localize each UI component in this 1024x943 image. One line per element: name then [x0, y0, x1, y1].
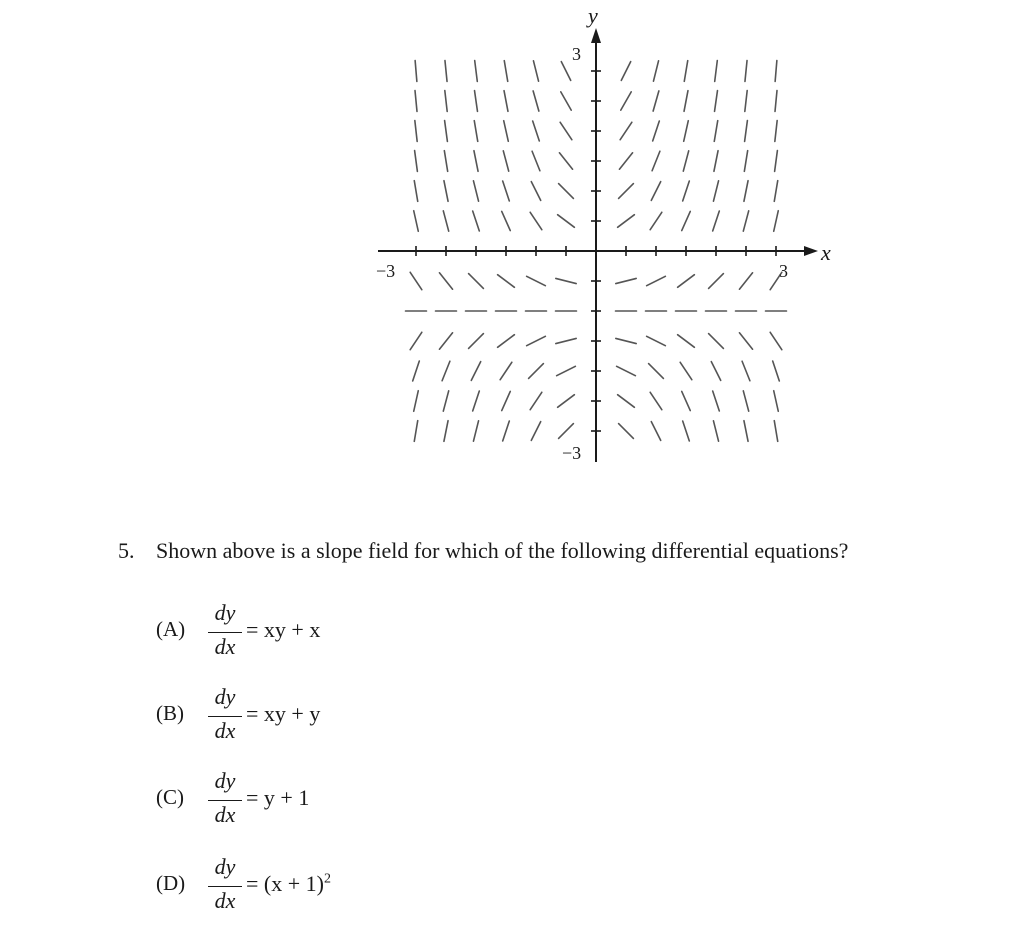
slope-segment: [618, 215, 635, 228]
choice-rhs: [246, 701, 320, 727]
slope-segment: [619, 424, 634, 439]
slope-segment: [413, 361, 420, 381]
slope-segment: [473, 211, 480, 231]
x-axis-label: x: [821, 240, 831, 265]
slope-segment: [650, 392, 662, 409]
slope-segment: [439, 273, 452, 289]
slope-segment: [651, 182, 660, 201]
slope-segment: [680, 362, 692, 379]
slope-segment: [410, 272, 422, 289]
slope-segment: [442, 361, 450, 381]
slope-segment: [774, 181, 777, 202]
slope-segment: [739, 273, 752, 289]
y-min-tick-label: −3: [562, 443, 582, 463]
slope-segment: [770, 332, 782, 349]
slope-segment: [474, 121, 477, 142]
slope-segment: [557, 366, 576, 375]
slope-segment: [647, 276, 666, 285]
slope-segment: [715, 61, 718, 82]
slope-segment: [653, 61, 658, 81]
slope-segment: [617, 366, 636, 375]
slope-segment: [713, 421, 718, 441]
slope-segment: [414, 421, 417, 442]
slope-segment: [775, 151, 778, 172]
slope-segment: [683, 151, 688, 171]
slope-segment: [619, 184, 634, 199]
slope-segment: [475, 91, 478, 112]
slope-segment: [649, 364, 664, 379]
fraction-denominator: dx: [214, 802, 236, 827]
choice-rhs-text: = xy + x: [246, 617, 321, 642]
choice-rhs: [246, 617, 320, 643]
slope-segment: [414, 181, 417, 202]
slope-segment: [711, 362, 720, 381]
slope-segment: [775, 91, 777, 112]
slope-segment: [504, 61, 507, 82]
choice-rhs-text: = xy + y: [246, 701, 321, 726]
choice-rhs: [246, 785, 309, 811]
slope-segment: [684, 91, 688, 112]
slope-segment: [616, 338, 636, 343]
slope-segment: [619, 153, 632, 169]
slope-segment: [556, 278, 576, 283]
fraction-denominator: dx: [214, 634, 236, 659]
slope-segment: [682, 211, 691, 230]
slope-segment: [444, 181, 448, 202]
slope-segment: [678, 335, 695, 348]
slope-segment: [500, 362, 512, 379]
slope-segment: [743, 211, 748, 231]
slope-segment: [743, 391, 748, 411]
slope-segment: [684, 121, 689, 142]
fraction-denominator: dx: [214, 718, 236, 743]
fraction-denominator: dx: [214, 888, 236, 913]
slope-segment: [713, 211, 720, 231]
slope-segment: [678, 275, 695, 288]
slope-segment: [559, 184, 574, 199]
choice-rhs-text: = (x + 1): [246, 871, 324, 896]
fraction-numerator: dy: [214, 600, 236, 625]
slope-segment: [709, 274, 724, 289]
slope-segment: [556, 338, 576, 343]
slope-segment: [531, 422, 540, 441]
slope-segment: [503, 421, 510, 441]
question: [118, 536, 848, 566]
slope-segment: [745, 61, 747, 82]
slope-segment: [559, 153, 572, 169]
slope-segment: [653, 91, 659, 111]
slope-segment: [527, 276, 546, 285]
slope-segment: [618, 395, 635, 408]
slope-segment: [616, 278, 636, 283]
y-axis-arrow: [591, 28, 601, 43]
slope-segment: [561, 92, 571, 110]
question-number: 5.: [118, 538, 135, 563]
choice-letter: (B): [156, 701, 184, 725]
x-max-tick-label: 3: [779, 261, 788, 281]
slope-segment: [775, 61, 777, 82]
slope-segment: [475, 61, 478, 82]
y-axis-label: y: [588, 3, 598, 28]
slope-segment: [445, 61, 447, 82]
choice-letter: (D): [156, 871, 186, 895]
slope-segment: [713, 391, 720, 411]
slope-segment: [469, 274, 484, 289]
slope-segment: [651, 422, 660, 441]
slope-segment: [774, 391, 779, 412]
slope-segment: [558, 395, 575, 408]
choice-rhs-text: = y + 1: [246, 785, 310, 810]
slope-segment: [529, 364, 544, 379]
slope-segment: [498, 275, 515, 288]
choice-letter: (C): [156, 785, 184, 809]
slope-segment: [714, 121, 717, 142]
slope-segment: [471, 362, 480, 381]
slope-segment: [415, 61, 417, 82]
slope-segment: [650, 212, 662, 229]
slope-segment: [498, 335, 515, 348]
x-axis-arrow: [804, 246, 818, 256]
x-min-tick-label: −3: [376, 261, 396, 281]
slope-segment: [561, 62, 570, 81]
slope-segment: [473, 421, 478, 441]
choice-letter: (A): [156, 617, 186, 641]
slope-segment: [502, 211, 511, 230]
slope-segment: [414, 211, 419, 232]
y-max-tick-label: 3: [572, 44, 581, 64]
slope-segment: [532, 151, 540, 171]
slope-segment: [474, 151, 478, 172]
slope-segment: [744, 151, 747, 172]
slope-segment: [684, 61, 687, 82]
slope-segment: [774, 421, 777, 442]
slope-segment: [744, 421, 748, 442]
slope-segment: [620, 122, 632, 139]
slope-segment: [504, 91, 508, 112]
slope-segment: [410, 332, 422, 349]
slope-segment: [473, 181, 478, 201]
slope-segment: [439, 333, 452, 349]
slope-segment: [715, 91, 718, 112]
slope-segment: [504, 121, 509, 142]
slope-segment: [533, 91, 539, 111]
slope-segment: [739, 333, 752, 349]
fraction-numerator: dy: [214, 854, 236, 879]
slope-segment: [744, 181, 748, 202]
slope-segment: [445, 121, 448, 142]
slope-segment: [414, 391, 419, 412]
slope-segment: [682, 391, 691, 410]
fraction-numerator: dy: [214, 768, 236, 793]
slope-segment: [560, 122, 572, 139]
slope-segment: [745, 121, 748, 142]
fraction-numerator: dy: [214, 684, 236, 709]
slope-segment: [415, 91, 417, 112]
slope-segment: [559, 424, 574, 439]
slope-segment: [533, 61, 538, 81]
slope-segment: [775, 121, 777, 142]
slope-segment: [444, 421, 448, 442]
slope-segment: [530, 392, 542, 409]
slope-segment: [503, 151, 508, 171]
slope-segment: [530, 212, 542, 229]
slope-segment: [621, 92, 631, 110]
slope-segment: [473, 391, 480, 411]
slope-segment: [713, 181, 718, 201]
slope-segment: [683, 181, 690, 201]
slope-segment: [415, 151, 418, 172]
slope-segment: [527, 336, 546, 345]
slope-segment: [445, 91, 447, 112]
slope-segment: [533, 121, 540, 141]
choice-exponent: 2: [323, 871, 331, 887]
question-text: Shown above is a slope field for which of the following differential equations?: [156, 538, 849, 563]
slope-segment: [443, 391, 448, 411]
slope-segment: [558, 215, 575, 228]
slope-segment: [773, 361, 780, 381]
slope-segment: [647, 336, 666, 345]
slope-segment: [742, 361, 750, 381]
slope-segment: [653, 121, 660, 141]
slope-segment: [503, 181, 510, 201]
slope-segment: [444, 151, 447, 172]
slope-segment: [774, 211, 779, 232]
slope-segment: [709, 334, 724, 349]
slope-segment: [683, 421, 690, 441]
slope-segment: [469, 334, 484, 349]
slope-segment: [502, 391, 511, 410]
choice-rhs: [246, 871, 331, 897]
slope-segment: [443, 211, 448, 231]
slope-segment: [531, 182, 540, 201]
slope-segment: [714, 151, 718, 172]
slope-segment: [415, 121, 417, 142]
slope-segment: [652, 151, 660, 171]
slope-segment: [621, 62, 630, 81]
slope-segment: [745, 91, 747, 112]
